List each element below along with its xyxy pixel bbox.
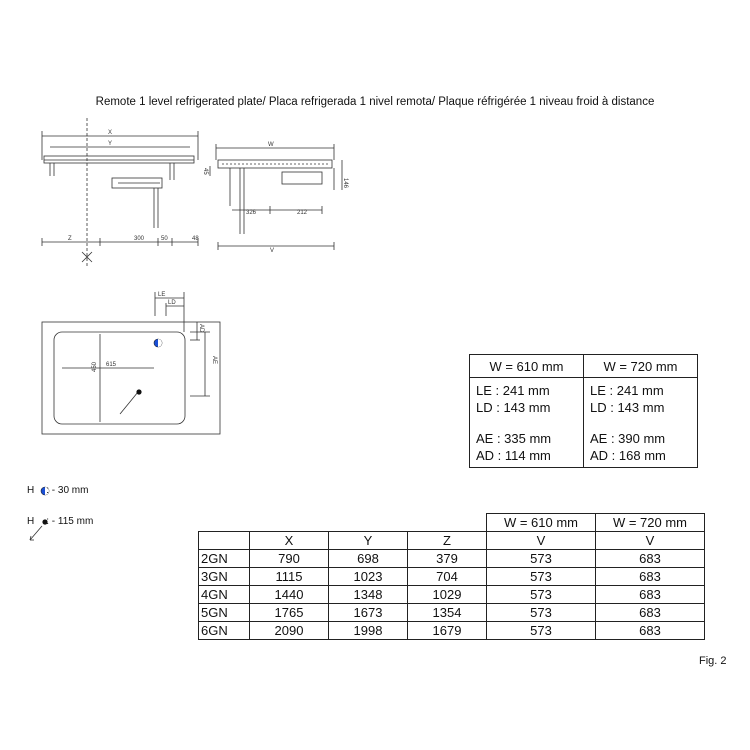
gn-cell: 683	[596, 568, 705, 586]
gn-row-label: 6GN	[199, 622, 250, 640]
top-basin	[54, 332, 185, 424]
legend-item1-value: : - 30 mm	[46, 485, 89, 496]
spec-le-610: LE : 241 mm	[476, 383, 550, 398]
front-label-x: X	[108, 130, 113, 136]
gn-cell: 573	[487, 550, 596, 568]
gn-w610-header: W = 610 mm	[487, 514, 596, 532]
gn-col-z: Z	[408, 532, 487, 550]
gn-cell: 1023	[329, 568, 408, 586]
spec-ad-720: AD : 168 mm	[590, 448, 666, 463]
side-label-w: W	[268, 142, 274, 148]
side-label-326: 326	[246, 210, 257, 216]
spec-ae-720: AE : 390 mm	[590, 431, 666, 446]
gn-cell: 573	[487, 568, 596, 586]
gn-cell: 698	[329, 550, 408, 568]
gn-cell: 683	[596, 622, 705, 640]
gn-cell: 790	[250, 550, 329, 568]
gn-cell: 573	[487, 604, 596, 622]
side-label-v: V	[270, 248, 275, 254]
gn-cell: 1765	[250, 604, 329, 622]
gn-row-label: 4GN	[199, 586, 250, 604]
legend-item2-value: : - 115 mm	[46, 516, 94, 527]
spec-ae-610: AE : 335 mm	[476, 431, 552, 446]
gn-col-v720: V	[596, 532, 705, 550]
spec-ld-720: LD : 143 mm	[590, 400, 665, 415]
spec-cell-610	[470, 378, 584, 468]
spec-ld-610: LD : 143 mm	[476, 400, 551, 415]
top-label-615: 615	[106, 362, 117, 368]
gn-cell: 683	[596, 586, 705, 604]
spec-col-720: W = 720 mm	[584, 355, 698, 378]
spec-col-610: W = 610 mm	[470, 355, 584, 378]
gn-cell: 573	[487, 586, 596, 604]
legend-item1-prefix: H	[27, 485, 35, 496]
side-label-146: 146	[342, 178, 348, 189]
table-row	[199, 622, 705, 640]
table-row	[199, 550, 705, 568]
front-label-z: Z	[68, 236, 72, 242]
front-label-y: Y	[108, 141, 113, 147]
gn-row-label: 3GN	[199, 568, 250, 586]
top-label-ae: AE	[211, 356, 217, 365]
spec-le-720: LE : 241 mm	[590, 383, 664, 398]
spec-ad-610: AD : 114 mm	[476, 448, 551, 463]
top-label-450: 450	[92, 361, 98, 372]
side-label-45: 45	[202, 168, 208, 175]
spec-cell-720	[584, 378, 698, 468]
side-view-drawing	[210, 144, 342, 250]
legend-item2-prefix: H	[27, 516, 35, 527]
gn-cell: 1354	[408, 604, 487, 622]
gn-table	[198, 513, 705, 640]
gn-cell: 2090	[250, 622, 329, 640]
gn-cell: 683	[596, 550, 705, 568]
legend-low-drain	[27, 516, 93, 527]
gn-col-v610: V	[487, 532, 596, 550]
gn-row-label: 5GN	[199, 604, 250, 622]
gn-cell: 683	[596, 604, 705, 622]
gn-cell: 1679	[408, 622, 487, 640]
table-row	[199, 586, 705, 604]
gn-cell: 1029	[408, 586, 487, 604]
gn-cell: 1673	[329, 604, 408, 622]
gn-cell: 1348	[329, 586, 408, 604]
page-title: Remote 1 level refrigerated plate/ Placa refrigerada 1 nivel remota/ Plaque réfrigérée 1 niveau froid à distance	[95, 96, 655, 108]
drain-low-icon	[136, 389, 141, 394]
side-label-212: 212	[297, 210, 308, 216]
gn-cell: 1115	[250, 568, 329, 586]
plate-top	[44, 156, 194, 163]
top-view-drawing	[42, 292, 220, 434]
gn-cell: 1998	[329, 622, 408, 640]
top-label-le: LE	[158, 292, 166, 298]
spec-table	[469, 354, 698, 468]
gn-row-label: 2GN	[199, 550, 250, 568]
front-label-300: 300	[134, 236, 145, 242]
gn-col-y: Y	[329, 532, 408, 550]
figure-label: Fig. 2	[699, 655, 727, 667]
gn-cell: 379	[408, 550, 487, 568]
table-row	[199, 568, 705, 586]
gn-col-x: X	[250, 532, 329, 550]
legend-high-drain	[27, 485, 88, 496]
gn-cell: 704	[408, 568, 487, 586]
gn-cell: 573	[487, 622, 596, 640]
table-row	[199, 604, 705, 622]
side-condensing-unit	[282, 172, 322, 184]
gn-w720-header: W = 720 mm	[596, 514, 705, 532]
top-outer-frame	[42, 322, 220, 434]
front-label-50: 50	[161, 236, 168, 242]
front-label-48: 48	[192, 236, 199, 242]
legend-arrow-icon	[30, 526, 42, 540]
top-label-ad: AD	[198, 324, 204, 333]
top-label-ld: LD	[168, 300, 176, 306]
gn-cell: 1440	[250, 586, 329, 604]
